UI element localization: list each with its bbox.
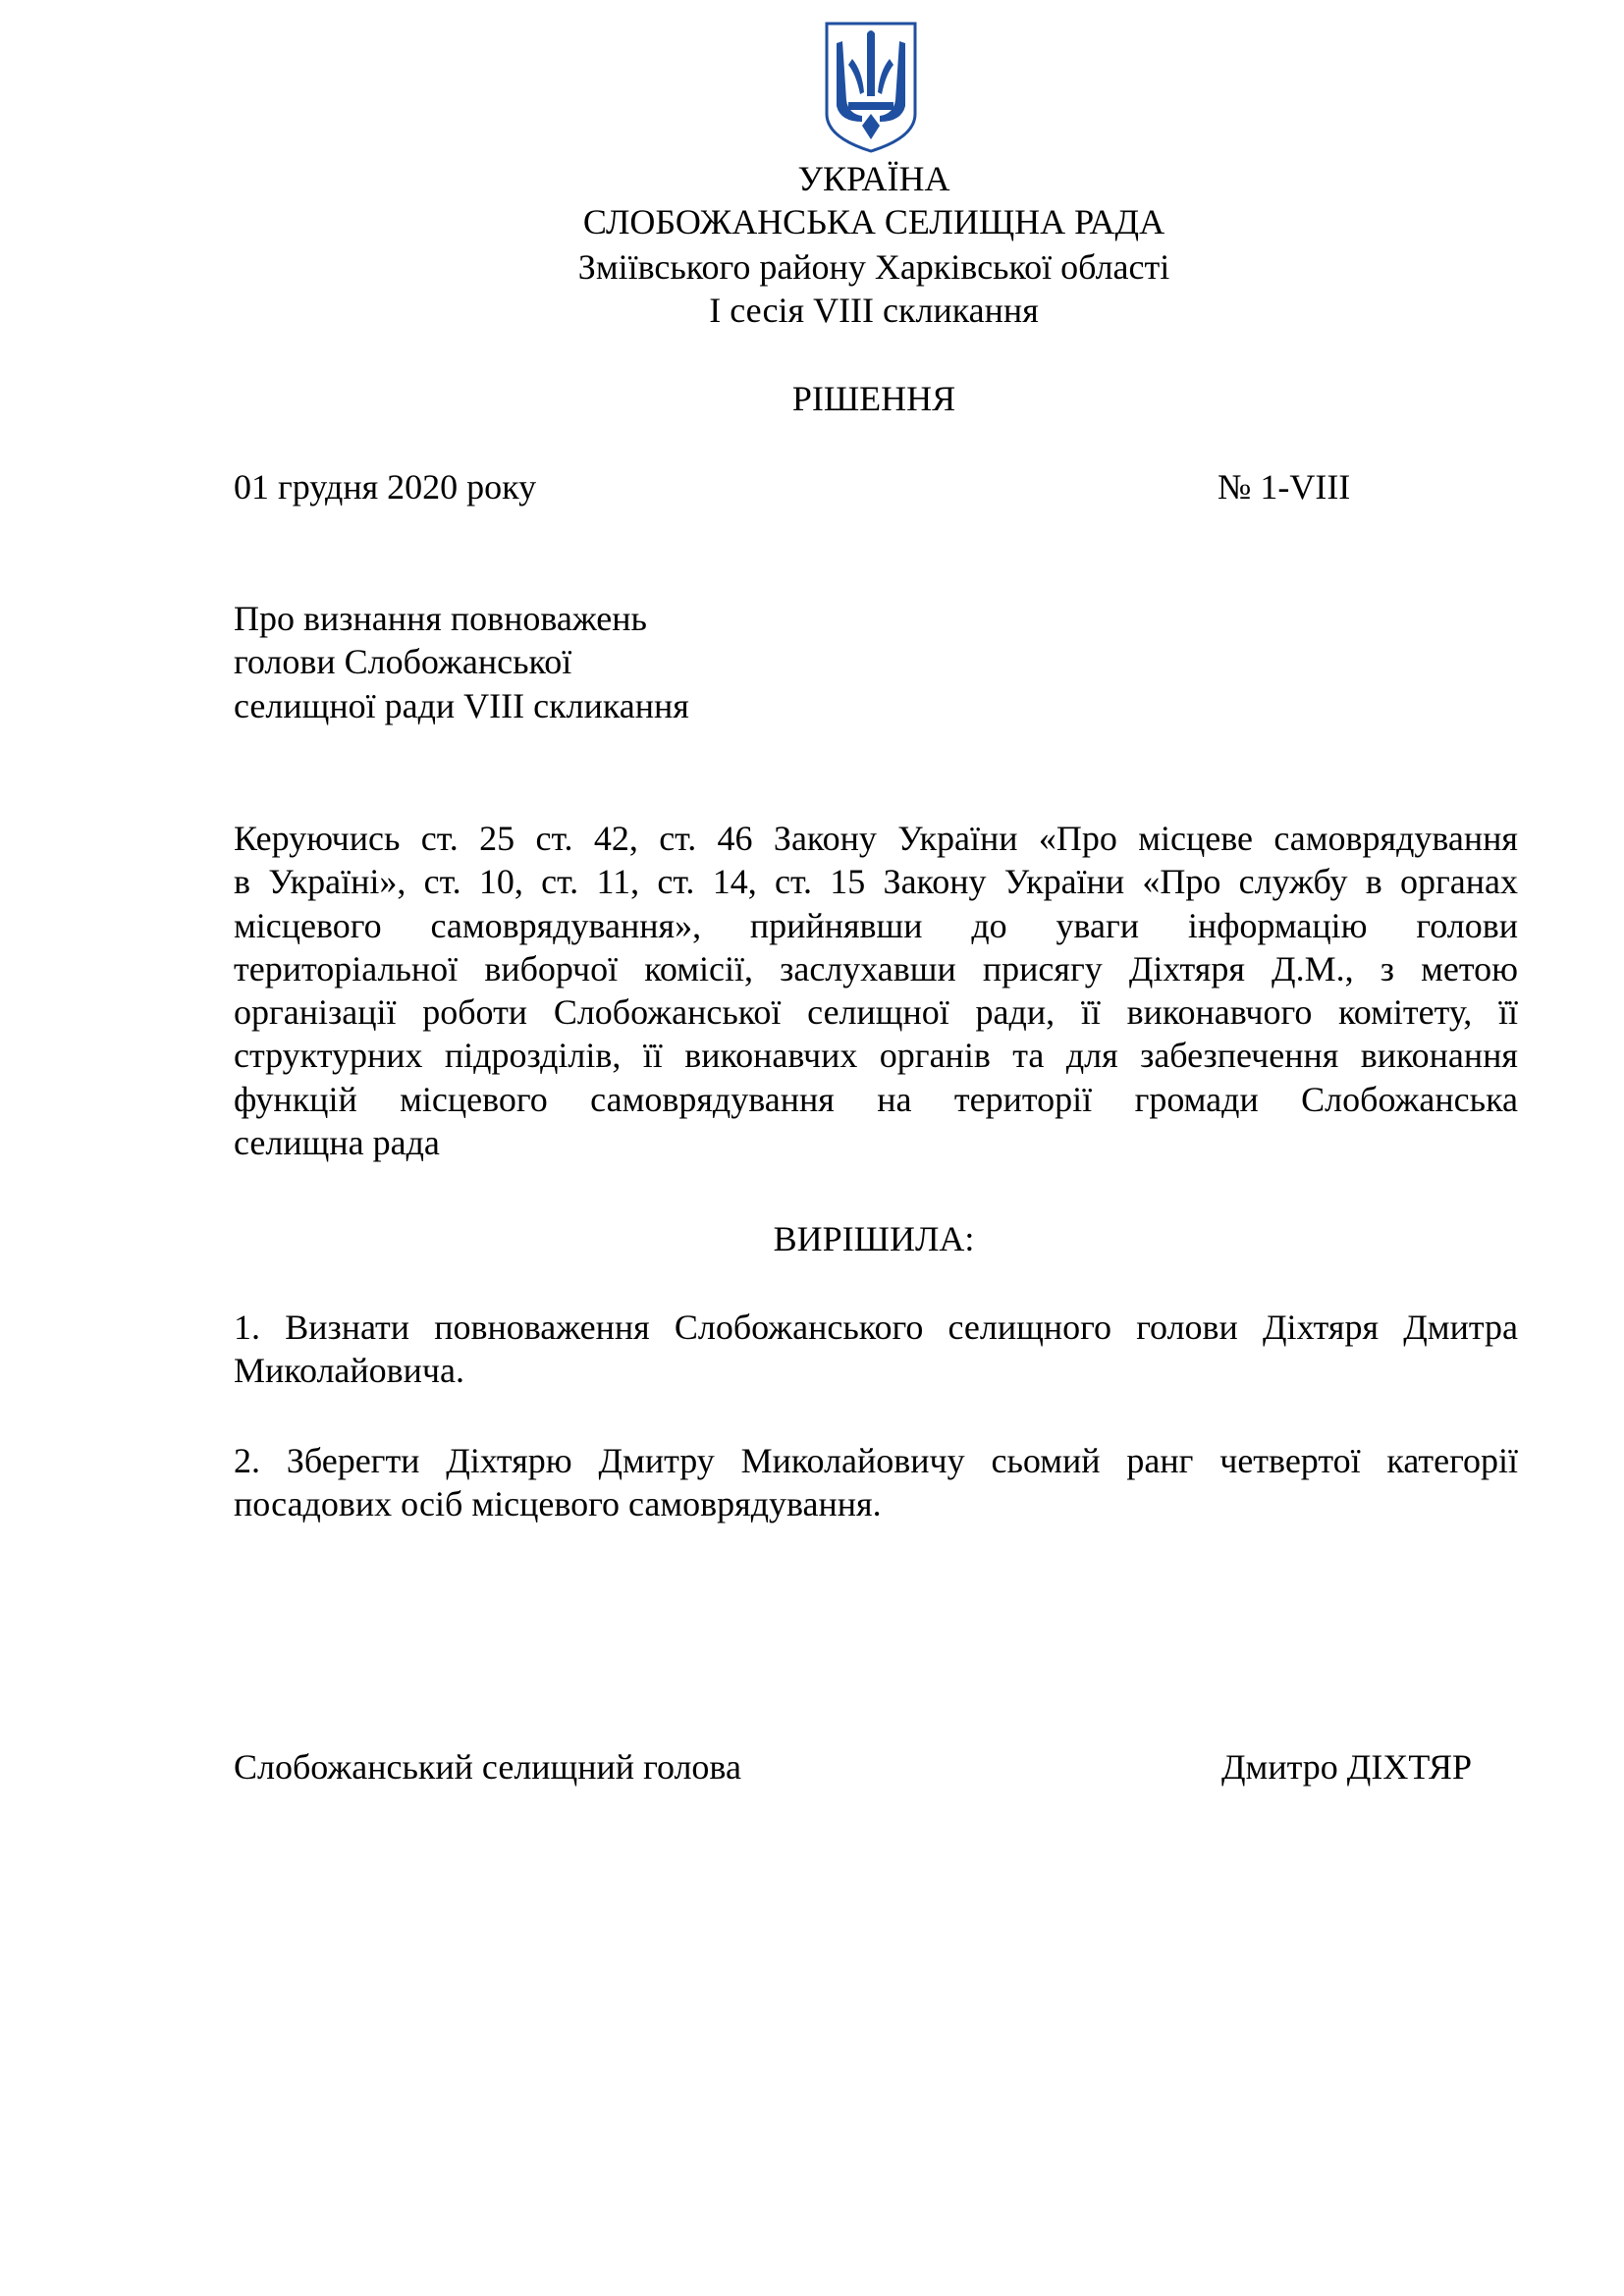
preamble-line: територіальної виборчої комісії, заслухавши присягу Діхтяря Д.М., з метою xyxy=(234,948,1518,988)
district-name: Зміївського району Харківської області xyxy=(577,247,1170,287)
resolved-heading: ВИРІШИЛА: xyxy=(773,1219,975,1258)
session-info: І сесія VIII скликання xyxy=(709,291,1039,330)
decision-item xyxy=(234,1306,1518,1393)
coat-of-arms-icon xyxy=(823,20,919,155)
item-line: 1. Визнати повноваження Слобожанського селищного голови Діхтяря Дмитра xyxy=(234,1308,1518,1347)
preamble-line: структурних підрозділів, її виконавчих органів та для забезпечення виконання xyxy=(234,1036,1518,1076)
preamble-line: місцевого самоврядування», прийнявши до уваги інформацію голови xyxy=(234,905,1518,945)
preamble-line: селищна рада xyxy=(234,1123,440,1163)
preamble-line: Керуючись ст. 25 ст. 42, ст. 46 Закону України «Про місцеве самоврядування xyxy=(234,819,1518,858)
signature-name: Дмитро ДІХТЯР xyxy=(1221,1747,1472,1787)
decision-number: № 1-VIII xyxy=(1218,467,1351,507)
item-line: 2. Зберегти Діхтярю Дмитру Миколайовичу сьомий ранг четвертої категорії xyxy=(234,1441,1518,1480)
preamble-paragraph xyxy=(234,817,1518,1164)
preamble-line: функцій місцевого самоврядування на території громади Слобожанська xyxy=(234,1079,1518,1119)
item-line: посадових осіб місцевого самоврядування. xyxy=(234,1484,882,1524)
signature-position: Слобожанський селищний голова xyxy=(234,1747,741,1787)
subject-line: селищної ради VIII скликання xyxy=(234,686,689,725)
council-name: СЛОБОЖАНСЬКА СЕЛИЩНА РАДА xyxy=(582,202,1165,241)
subject-line: Про визнання повноважень xyxy=(234,599,647,638)
decision-title: РІШЕННЯ xyxy=(791,379,956,418)
decision-date: 01 грудня 2020 року xyxy=(234,467,537,507)
decision-item xyxy=(234,1439,1518,1526)
subject-line: голови Слобожанської xyxy=(234,642,572,681)
item-line: Миколайовича. xyxy=(234,1351,465,1391)
preamble-line: в Україні», ст. 10, ст. 11, ст. 14, ст. 15 Закону України «Про службу в органах xyxy=(234,862,1518,902)
country-title: УКРАЇНА xyxy=(797,159,950,198)
preamble-line: організації роботи Слобожанської селищної ради, її виконавчого комітету, її xyxy=(234,992,1518,1033)
